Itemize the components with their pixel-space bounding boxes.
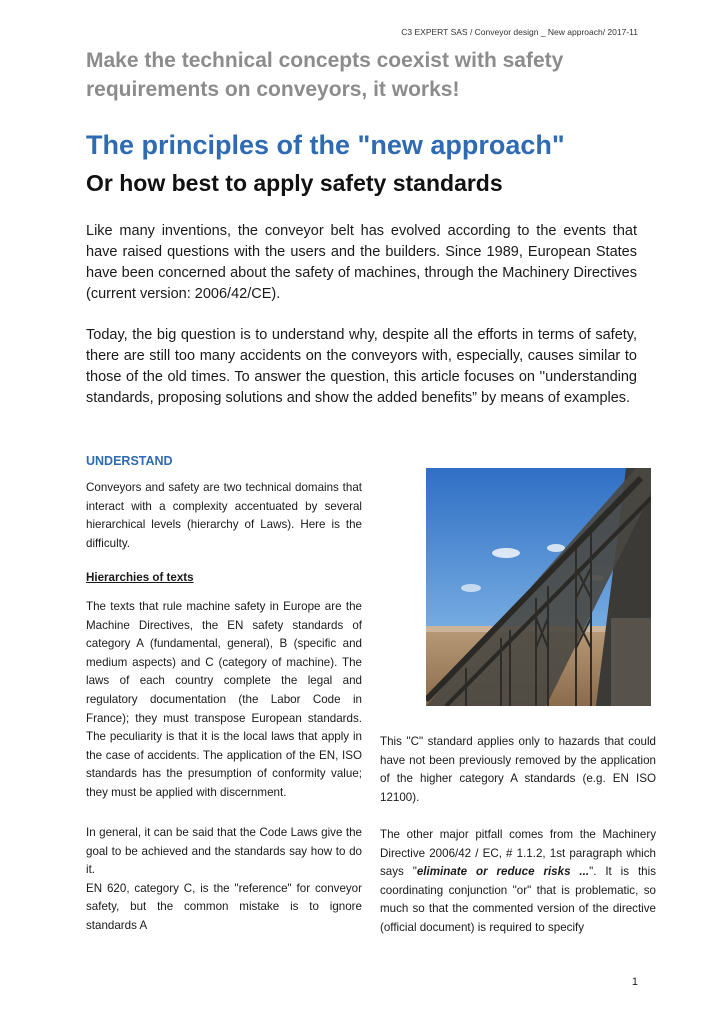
running-header: C3 EXPERT SAS / Conveyor design _ New approach/ 2017-11 (401, 27, 638, 37)
understand-paragraph-3 (86, 824, 362, 936)
page-number: 1 (631, 976, 638, 988)
intro-paragraph-1: Like many inventions, the conveyor belt has evolved according to the events that have raised questions with the users and the builders. Since 1989, European States have been concerned about the safety of machines, through the Machinery Directives (current version: 2006/42/CE). (86, 223, 637, 302)
text-run: ". It is this coordinating conjunction "or" that is problematic, so much so that the commented version of the directive (official document) is required to specify (380, 865, 656, 934)
page-title: The principles of the "new approach" (86, 130, 565, 160)
section-heading-understand: UNDERSTAND (86, 454, 173, 468)
tagline: Make the technical concepts coexist with safety requirements on conveyors, it works! (86, 49, 564, 101)
emphasized-quote: eliminate or reduce risks ... (416, 865, 590, 879)
understand-paragraph-2: The texts that rule machine safety in Europe are the Machine Directives, the EN safety standards of category A (fundamental, general), B (specific and medium aspects) and C (category of machine). The laws of each country complete the legal and regulatory documentation (the Labor Code in France); they must transpose European standards. The peculiarity is that it is the local laws that apply in the case of accidents. The application of the EN, ISO standards has the presumption of conformity value; they must be applied with discernment. (86, 600, 362, 799)
understand-paragraph-1: Conveyors and safety are two technical domains that interact with a complexity accentuated by several hierarchical levels (hierarchy of Laws). Here is the difficulty. (86, 481, 362, 550)
right-paragraph-1: This "C" standard applies only to hazards that could have not been previously removed by the application of the higher category A standards (e.g. EN ISO 12100). (380, 735, 656, 804)
paragraph-line: EN 620, category C, is the "reference" for conveyor safety, but the common mistake is to ignore standards A (86, 881, 362, 932)
right-paragraph-2 (380, 826, 656, 938)
conveyor-photo-illustration (426, 468, 651, 706)
subheading-hierarchies: Hierarchies of texts (86, 571, 194, 584)
conveyor-photo (426, 468, 651, 706)
page-subtitle: Or how best to apply safety standards (86, 170, 503, 196)
paragraph-line: In general, it can be said that the Code Laws give the goal to be achieved and the standards say how to do it. (86, 826, 362, 877)
intro-paragraph-2: Today, the big question is to understand why, despite all the efforts in terms of safety, there are still too many accidents on the conveyors with, especially, causes similar to those of the old times. To answer the question, this article focuses on ''understanding standards, proposing solutions and show the added benefits” by means of examples. (86, 327, 637, 406)
text-run: The other major pitfall comes from the Machinery Directive 2006/42 / EC, # 1.1.2, 1st paragraph which says " (380, 828, 656, 879)
